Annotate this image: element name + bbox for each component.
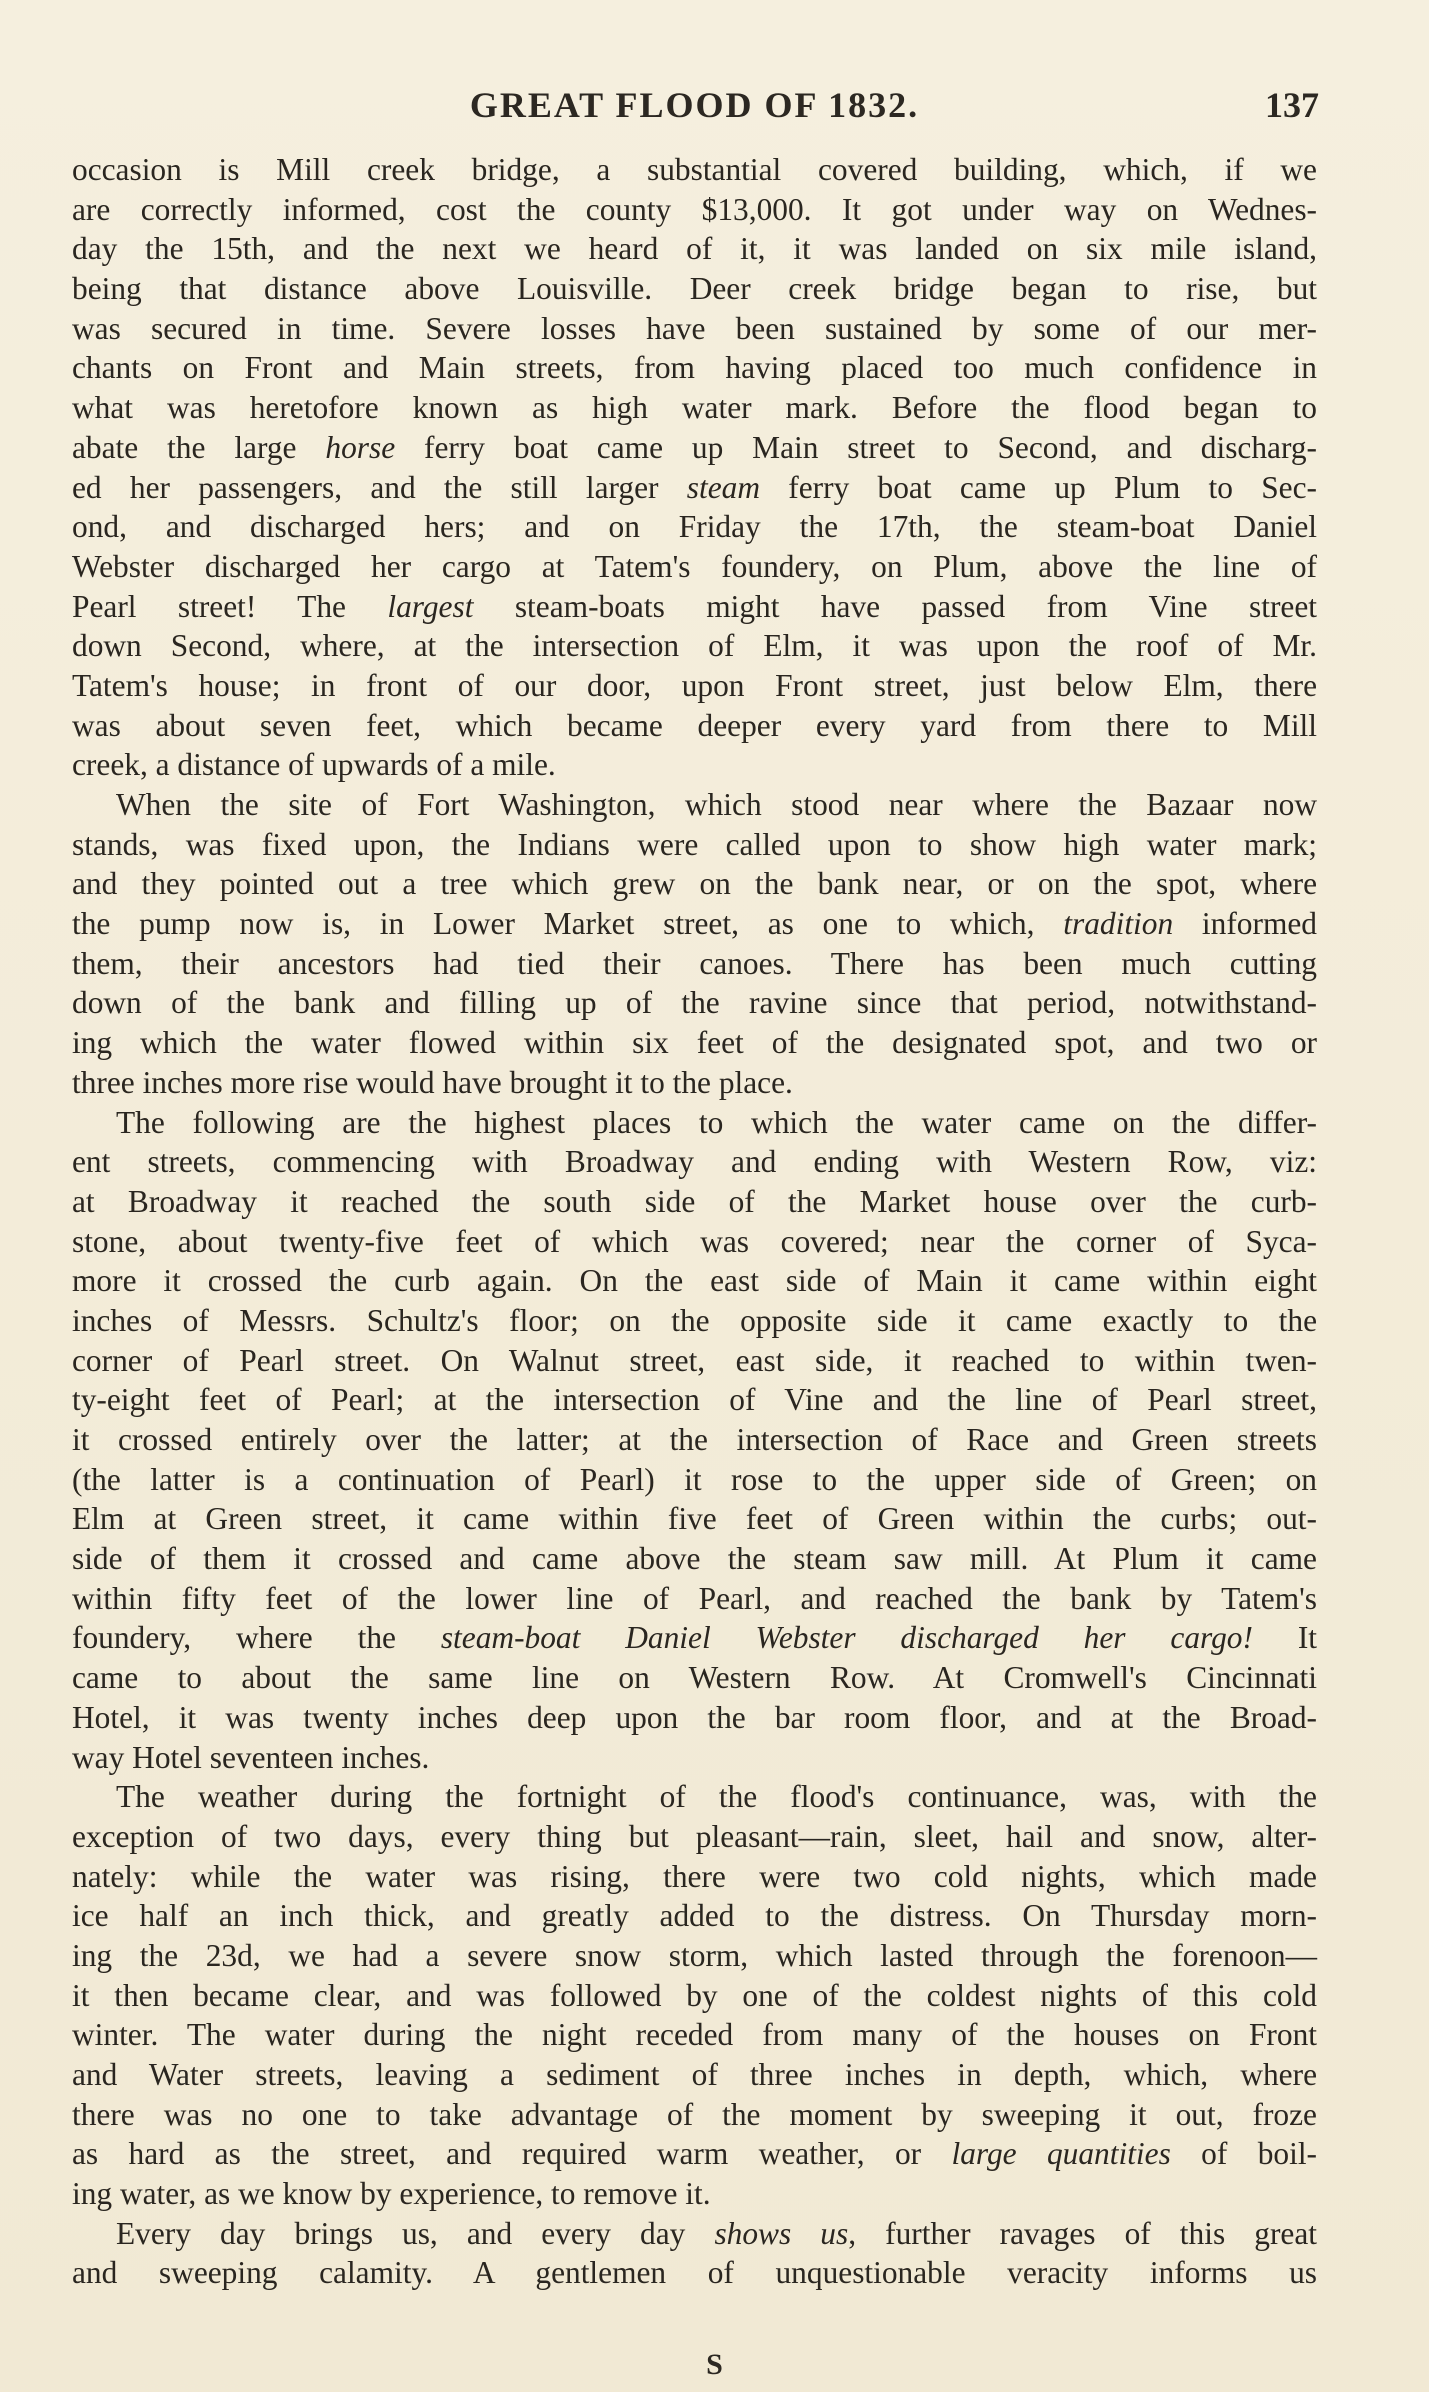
text-line: and they pointed out a tree which grew on the bank near, or on the spot, where xyxy=(72,866,1317,902)
text-line: it crossed entirely over the latter; at the intersection of Race and Green streets xyxy=(72,1422,1317,1457)
signature-mark: S xyxy=(706,2348,723,2381)
text-line: inches of Messrs. Schultz's floor; on the opposite side it came exactly to the xyxy=(72,1302,1317,1338)
text-line: ed her passengers, and the still larger steam ferry boat came up Plum to Sec- xyxy=(72,469,1317,505)
text-line: exception of two days, every thing but pleasant—rain, sleet, hail and snow, alter- xyxy=(72,1818,1317,1854)
text-line: three inches more rise would have brought it to the place. xyxy=(72,1064,793,1100)
text-line: The weather during the fortnight of the flood's continuance, was, with the xyxy=(116,1779,1317,1815)
text-line: ice half an inch thick, and greatly added to the distress. On Thursday morn- xyxy=(72,1898,1317,1934)
text-line: more it crossed the curb again. On the east side of Main it came within eight xyxy=(72,1263,1317,1299)
emphasis: steam xyxy=(686,469,761,505)
text-line: as hard as the street, and required warm weather, or large quantities of boil- xyxy=(72,2136,1317,2172)
text-line: ent streets, commencing with Broadway and ending with Western Row, viz: xyxy=(72,1144,1317,1180)
text-line: at Broadway it reached the south side of the Market house over the curb- xyxy=(72,1183,1317,1219)
text-line: are correctly informed, cost the county $13,000. It got under way on Wednes- xyxy=(72,191,1317,227)
text-line: stands, was fixed upon, the Indians were called upon to show high water mark; xyxy=(72,826,1317,862)
emphasis: steam-boat Daniel Webster discharged her cargo! xyxy=(440,1620,1253,1656)
text-line: winter. The water during the night receded from many of the houses on Front xyxy=(72,2017,1317,2053)
emphasis: largest xyxy=(387,588,474,624)
text-line: creek, a distance of upwards of a mile. xyxy=(72,747,556,783)
text-line: them, their ancestors had tied their canoes. There has been much cutting xyxy=(72,945,1317,981)
text-line: came to about the same line on Western Row. At Cromwell's Cincinnati xyxy=(72,1660,1317,1696)
text-line: (the latter is a continuation of Pearl) it rose to the upper side of Green; on xyxy=(72,1461,1317,1497)
text-line: Elm at Green street, it came within five feet of Green within the curbs; out- xyxy=(72,1501,1317,1537)
text-line: ing which the water flowed within six feet of the designated spot, and two or xyxy=(72,1025,1317,1061)
text-line: corner of Pearl street. On Walnut street, east side, it reached to within twen- xyxy=(72,1342,1317,1378)
text-line: Every day brings us, and every day shows us, further ravages of this great xyxy=(116,2215,1317,2251)
running-title: GREAT FLOOD OF 1832. xyxy=(469,85,920,125)
running-header xyxy=(70,84,1319,134)
text-line: it then became clear, and was followed by one of the coldest nights of this cold xyxy=(72,1977,1317,2013)
emphasis: tradition xyxy=(1063,906,1174,942)
text-line: side of them it crossed and came above the steam saw mill. At Plum it came xyxy=(72,1541,1317,1577)
emphasis: large quantities xyxy=(951,2136,1171,2172)
text-line: within fifty feet of the lower line of Pearl, and reached the bank by Tatem's xyxy=(72,1580,1317,1616)
text-line: When the site of Fort Washington, which stood near where the Bazaar now xyxy=(116,787,1317,822)
body-text xyxy=(72,150,1317,2293)
text-line: stone, about twenty-five feet of which was covered; near the corner of Syca- xyxy=(72,1223,1317,1259)
emphasis: shows us xyxy=(714,2215,849,2251)
text-line: way Hotel seventeen inches. xyxy=(72,1739,430,1775)
text-line: down Second, where, at the intersection of Elm, it was upon the roof of Mr. xyxy=(72,628,1317,664)
text-line: ing the 23d, we had a severe snow storm, which lasted through the forenoon— xyxy=(72,1937,1317,1973)
text-line: foundery, where the steam-boat Daniel Webster discharged her cargo! It xyxy=(72,1620,1317,1656)
text-line: ond, and discharged hers; and on Friday the 17th, the steam-boat Daniel xyxy=(72,509,1317,545)
text-line: and sweeping calamity. A gentlemen of unquestionable veracity informs us xyxy=(72,2255,1317,2291)
text-line: Tatem's house; in front of our door, upon Front street, just below Elm, there xyxy=(72,667,1317,703)
page-number: 137 xyxy=(1265,85,1319,125)
emphasis: horse xyxy=(325,429,396,465)
text-line: ty-eight feet of Pearl; at the intersection of Vine and the line of Pearl street, xyxy=(72,1382,1317,1418)
text-line: Pearl street! The largest steam-boats might have passed from Vine street xyxy=(72,588,1317,624)
text-line: The following are the highest places to which the water came on the differ- xyxy=(116,1104,1317,1140)
text-line: and Water streets, leaving a sediment of three inches in depth, which, where xyxy=(72,2057,1317,2092)
text-line: being that distance above Louisville. Deer creek bridge began to rise, but xyxy=(72,271,1317,307)
text-line: day the 15th, and the next we heard of it, it was landed on six mile island, xyxy=(72,231,1317,267)
text-line: nately: while the water was rising, there were two cold nights, which made xyxy=(72,1858,1317,1894)
text-line: chants on Front and Main streets, from having placed too much confidence in xyxy=(72,350,1317,386)
text-line: down of the bank and filling up of the ravine since that period, notwithstand- xyxy=(72,985,1317,1021)
text-line: was about seven feet, which became deeper every yard from there to Mill xyxy=(72,707,1317,743)
text-line: was secured in time. Severe losses have been sustained by some of our mer- xyxy=(72,310,1317,346)
text-line: occasion is Mill creek bridge, a substantial covered building, which, if we xyxy=(72,152,1317,187)
text-line: Hotel, it was twenty inches deep upon the bar room floor, and at the Broad- xyxy=(72,1699,1317,1735)
text-line: abate the large horse ferry boat came up Main street to Second, and discharg- xyxy=(72,429,1318,465)
text-line: ing water, as we know by experience, to remove it. xyxy=(72,2176,711,2212)
text-line: Webster discharged her cargo at Tatem's foundery, on Plum, above the line of xyxy=(72,548,1317,584)
text-line: the pump now is, in Lower Market street, as one to which, tradition informed xyxy=(72,906,1317,942)
text-line: there was no one to take advantage of the moment by sweeping it out, froze xyxy=(72,2096,1317,2132)
text-line: what was heretofore known as high water mark. Before the flood began to xyxy=(72,390,1317,426)
